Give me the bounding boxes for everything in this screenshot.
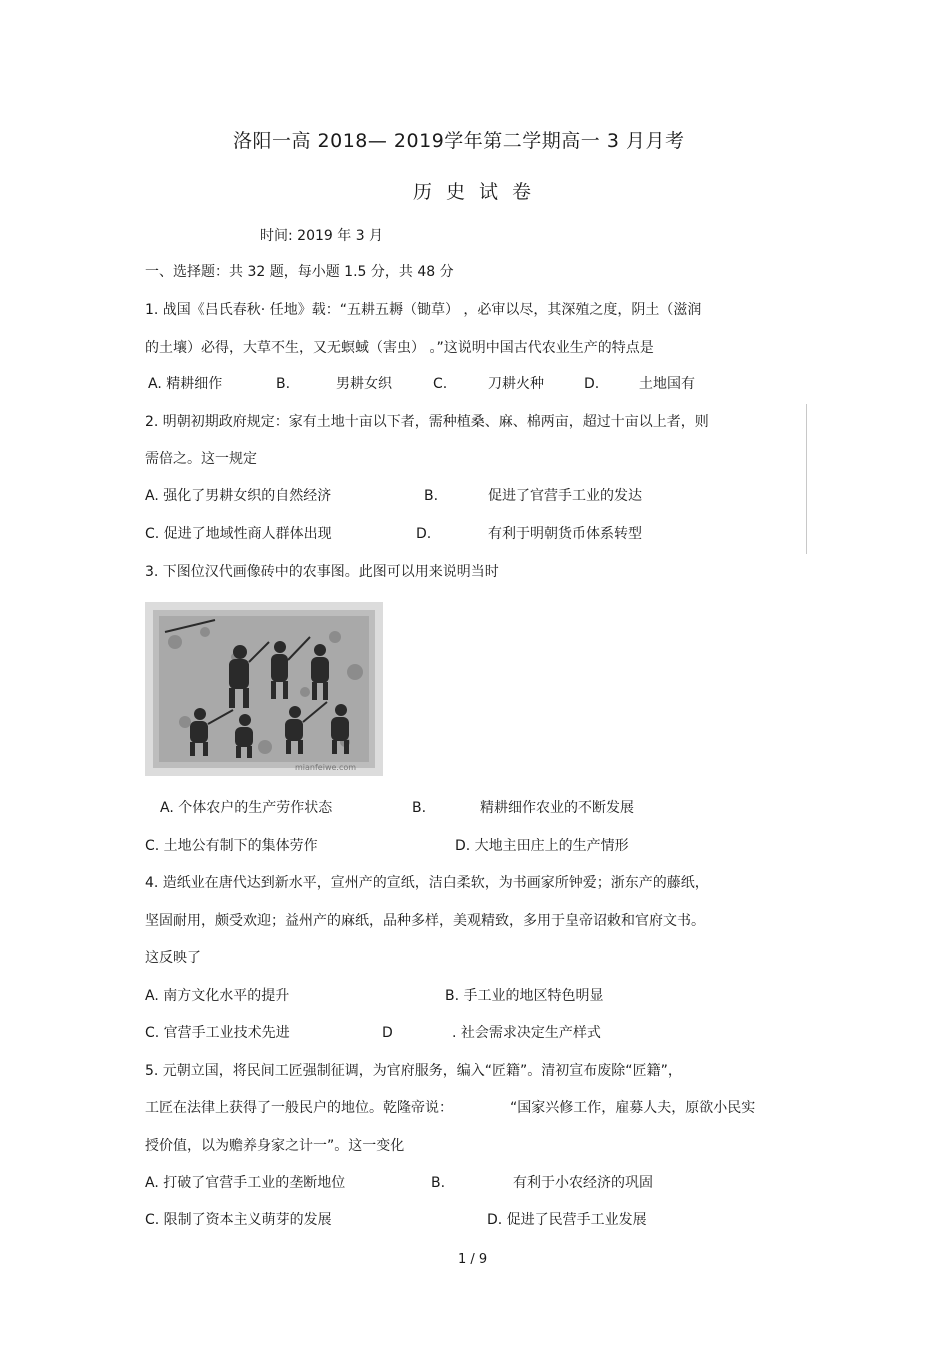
han-brick-farming-image xyxy=(145,602,383,776)
q4-option-a: A. 南方文化水平的提升 xyxy=(145,988,290,1004)
q1-line2: 的土壤）必得，大草不生，又无螟蜮（害虫） 。”这说明中国古代农业生产的特点是 xyxy=(145,340,654,356)
q1-option-b-letter: B. xyxy=(276,376,291,392)
q1-option-d-text: 土地国有 xyxy=(639,376,695,392)
q4-option-c: C. 官营手工业技术先进 xyxy=(145,1025,290,1041)
q2-option-c: C. 促进了地域性商人群体出现 xyxy=(145,526,332,542)
q2-option-b-letter: B. xyxy=(424,488,439,504)
q4-line1: 4. 造纸业在唐代达到新水平，宣州产的宣纸，洁白柔软，为书画家所钟爱；浙东产的藤纸， xyxy=(145,875,709,891)
q2-option-d-text: 有利于明朝货币体系转型 xyxy=(488,526,642,542)
q1-line1: 1. 战国《吕氏春秋· 任地》载：“五耕五耨（锄草） ，必审以尽，其深殖之度，阴土（滋润 xyxy=(145,302,702,318)
q4-option-b: B. 手工业的地区特色明显 xyxy=(445,988,604,1004)
q5-line3: 授价值，以为赡养身家之计一”。这一变化 xyxy=(145,1138,405,1154)
q4-line2: 坚固耐用，颇受欢迎；益州产的麻纸，品种多样，美观精致，多用于皇帝诏敕和官府文书。 xyxy=(145,913,705,929)
q5-option-d: D. 促进了民营手工业发展 xyxy=(487,1212,647,1228)
image-watermark: mianfeiwe.com xyxy=(295,763,357,772)
q5-option-a: A. 打破了官营手工业的垄断地位 xyxy=(145,1175,346,1191)
section-heading: 一、选择题：共 32 题，每小题 1.5 分，共 48 分 xyxy=(145,264,454,280)
q2-line2: 需倍之。这一规定 xyxy=(145,451,257,467)
page-number: 1 / 9 xyxy=(458,1252,488,1267)
q5-option-c: C. 限制了资本主义萌芽的发展 xyxy=(145,1212,332,1228)
q2-line1: 2. 明朝初期政府规定：家有土地十亩以下者，需种植桑、麻、棉两亩，超过十亩以上者，则 xyxy=(145,414,709,430)
q4-option-d-letter: D xyxy=(382,1025,393,1041)
q1-option-a: A. 精耕细作 xyxy=(148,376,223,392)
q1-option-d-letter: D. xyxy=(584,376,600,392)
farming-scene-illustration xyxy=(145,602,383,776)
q2-option-d-letter: D. xyxy=(416,526,432,542)
q3-option-a: A. 个体农户的生产劳作状态 xyxy=(160,800,333,816)
q1-option-c-text: 刀耕火种 xyxy=(488,376,544,392)
q3-option-d: D. 大地主田庄上的生产情形 xyxy=(455,838,629,854)
q5-line2-quote: “国家兴修工作，雇募人夫，原欲小民实 xyxy=(510,1100,756,1116)
q1-option-c-letter: C. xyxy=(433,376,448,392)
q5-option-b-text: 有利于小农经济的巩固 xyxy=(513,1175,653,1191)
q3-option-b-letter: B. xyxy=(412,800,427,816)
q4-option-d-text: . 社会需求决定生产样式 xyxy=(452,1025,601,1041)
q5-line1: 5. 元朝立国，将民间工匠强制征调，为官府服务，编入“匠籍”。清初宣布废除“匠籍”， xyxy=(145,1063,682,1079)
q1-option-b-text: 男耕女织 xyxy=(336,376,392,392)
exam-subtitle: 历史试卷 xyxy=(413,181,546,203)
exam-title: 洛阳一高 2018— 2019学年第二学期高一 3 月月考 xyxy=(233,130,685,152)
exam-time: 时间: 2019 年 3 月 xyxy=(260,228,384,244)
q5-option-b-letter: B. xyxy=(431,1175,446,1191)
q5-line2: 工匠在法律上获得了一般民户的地位。乾隆帝说： xyxy=(145,1100,453,1116)
q4-line3: 这反映了 xyxy=(145,950,201,966)
q3-option-c: C. 土地公有制下的集体劳作 xyxy=(145,838,318,854)
margin-line xyxy=(806,404,807,554)
q2-option-a: A. 强化了男耕女织的自然经济 xyxy=(145,488,332,504)
q3-option-b-text: 精耕细作农业的不断发展 xyxy=(480,800,634,816)
q2-option-b-text: 促进了官营手工业的发达 xyxy=(488,488,642,504)
q3-line1: 3. 下图位汉代画像砖中的农事图。此图可以用来说明当时 xyxy=(145,564,499,580)
